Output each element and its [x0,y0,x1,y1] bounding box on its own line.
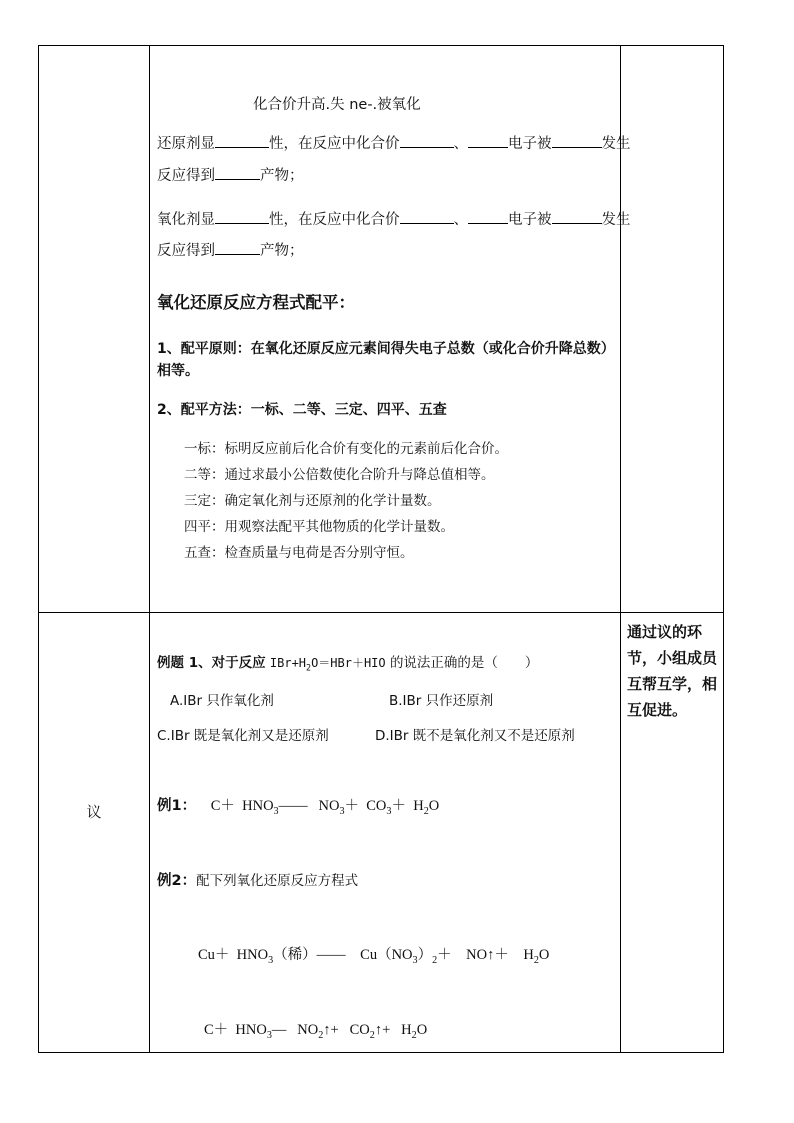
table-row [39,46,724,613]
valence-increase-line: 化合价升高.失 ne-.被氧化 [253,97,421,113]
option-d: D.IBr 既不是氧化剂又不是还原剂 [375,728,575,744]
right-cell-empty [621,46,724,613]
option-b: B.IBr 只作还原剂 [389,693,494,709]
left-cell-empty [39,46,150,613]
equation-copper: $Cu+ HNO_3$（稀）—— $Cu(NO_3)_2+$ NO↑＋ $H_2O$ [198,947,550,966]
note-cell [621,613,724,1053]
principle-line-1: 1、配平原则：在氧化还原反应元素间得失电子总数（或化合价升降总数） [157,341,615,357]
option-c: C.IBr 既是氧化剂又是还原剂 [157,728,329,744]
discussion-label-cell [39,613,150,1053]
oxidizer-line-1: 氧化剂显 性，在反应中化合价 、 电子被 发生 [157,212,631,228]
main-content-cell [150,46,631,613]
step-1: 一标：标明反应前后化合价有变化的元素前后化合价。 [184,441,508,457]
option-a: A.IBr 只作氧化剂 [170,693,274,709]
discussion-note: 通过议的环节，小组成员互帮互学，相互促进。 [627,623,718,719]
table-row [39,613,724,1053]
balancing-heading: 氧化还原反应方程式配平： [157,293,355,312]
equation-carbon: $C+ HNO_3—$ $NO_2↑+$ $CO_2↑+$ $H_2O$ [204,1022,428,1041]
lesson-table [38,45,724,1053]
discussion-label: 议 [86,803,102,821]
step-2: 二等：通过求最小公倍数使化合阶升与降总值相等。 [184,467,495,483]
example-2: 例2：配下列氧化还原反应方程式 [157,873,359,889]
step-3: 三定：确定氧化剂与还原剂的化学计量数。 [184,493,441,509]
oxidizer-line-2: 反应得到 产物； [157,243,304,259]
examples-cell [150,613,621,1053]
example-1: 例1： $C+ HNO_3——$ $NO_3+ CO_3+ H_2O$ [157,798,440,817]
step-4: 四平：用观察法配平其他物质的化学计量数。 [184,519,454,535]
method-line: 2、配平方法：一标、二等、三定、四平、五查 [157,402,447,418]
reducer-line-2: 反应得到 产物； [157,168,304,184]
example-question: 例题 1、对于反应 $IBr+H_2O=HBr+HIO$ 的说法正确的是（ ） [157,655,539,673]
principle-line-2: 相等。 [157,363,199,379]
reducer-line-1: 还原剂显 性，在反应中化合价 、 电子被 发生 [157,136,631,152]
step-5: 五查：检查质量与电荷是否分别守恒。 [184,545,414,561]
